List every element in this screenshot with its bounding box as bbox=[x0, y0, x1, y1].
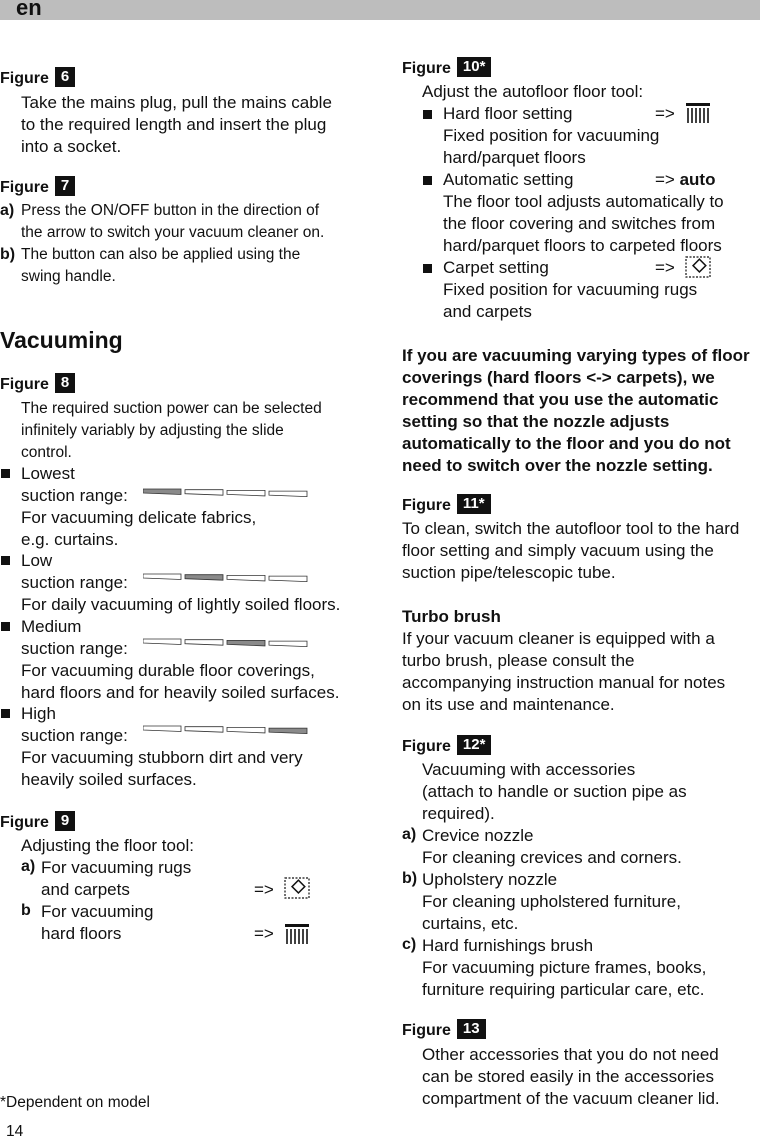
arrow: => bbox=[655, 258, 675, 277]
bullet-square bbox=[423, 110, 432, 119]
slider-segment bbox=[185, 727, 223, 733]
suction-level-medium: Medium suction range: For vacuuming durable floor coverings, hard floors and for heavily soiled surfaces. bbox=[21, 617, 340, 702]
slider-segment bbox=[185, 640, 223, 646]
arrow: => bbox=[655, 104, 675, 123]
figure-12-label: Figure 12* bbox=[402, 735, 491, 756]
turbo-brush-title: Turbo brush bbox=[402, 607, 501, 626]
hard-furnishings-brush-item: Hard furnishings brush For vacuuming picture frames, books, furniture requiring particular care, etc. bbox=[422, 936, 707, 999]
figure-9-option-a: For vacuuming rugs and carpets bbox=[41, 858, 192, 899]
arrow: => bbox=[254, 924, 274, 943]
slider-segment-active bbox=[227, 640, 265, 646]
figure-13-label: Figure 13 bbox=[402, 1019, 486, 1040]
figure-10-intro: Adjust the autofloor floor tool: bbox=[422, 82, 644, 101]
figure-11-label: Figure 11* bbox=[402, 494, 491, 515]
suction-level-lowest: Lowest suction range: For vacuuming delicate fabrics, e.g. curtains. bbox=[21, 464, 257, 549]
bullet-square bbox=[423, 176, 432, 185]
figure-8-label: Figure 8 bbox=[0, 373, 75, 394]
arrow: => bbox=[254, 880, 274, 899]
figure-11-text: To clean, switch the autofloor tool to the hard floor setting and simply vacuum using the suction pipe/telescopic tube. bbox=[402, 519, 740, 582]
slider-segment bbox=[269, 491, 307, 497]
upholstery-nozzle-item: Upholstery nozzle For cleaning upholstered furniture, curtains, etc. bbox=[422, 870, 681, 933]
slider-segment bbox=[269, 641, 307, 647]
auto-value: auto bbox=[679, 170, 716, 189]
bullet-square bbox=[1, 709, 10, 718]
carpet-setting-icon bbox=[284, 877, 310, 899]
arrow: => auto bbox=[655, 170, 716, 189]
figure-number-badge: 9 bbox=[55, 811, 75, 831]
step-marker: b bbox=[21, 902, 31, 919]
slider-segment bbox=[143, 639, 181, 645]
figure-6-label: Figure 6 bbox=[0, 67, 75, 88]
turbo-brush-text: If your vacuum cleaner is equipped with a turbo brush, please consult the accompanying instruction manual for notes on its use and maintenance. bbox=[402, 629, 726, 714]
language-header-bar bbox=[0, 0, 760, 20]
step-marker: c) bbox=[402, 936, 417, 953]
slider-segment bbox=[227, 490, 265, 496]
bullet-square bbox=[1, 622, 10, 631]
figure-9-label: Figure 9 bbox=[0, 811, 75, 832]
slider-segment bbox=[185, 490, 223, 496]
bullet-square bbox=[1, 556, 10, 565]
figure-number-badge: 12* bbox=[457, 735, 492, 755]
figure-8-intro: The required suction power can be selected infinitely variably by adjusting the slide control. bbox=[21, 400, 322, 461]
figure-7-step-b: The button can also be applied using the swing handle. bbox=[21, 246, 301, 285]
step-marker: b) bbox=[402, 870, 418, 887]
automatic-setting-item: Automatic setting The floor tool adjusts automatically to the floor covering and switches from hard/parquet floors to carpeted floors bbox=[443, 170, 724, 255]
step-marker: a) bbox=[0, 202, 15, 219]
language-code: en bbox=[16, 0, 42, 20]
bullet-square bbox=[1, 469, 10, 478]
suction-level-high: High suction range: For vacuuming stubborn dirt and very heavily soiled surfaces. bbox=[21, 704, 303, 789]
step-marker: b) bbox=[0, 246, 16, 263]
slider-segment bbox=[227, 575, 265, 581]
figure-number-badge: 6 bbox=[55, 67, 75, 87]
figure-10-label: Figure 10* bbox=[402, 57, 491, 78]
slider-segment-active bbox=[185, 575, 223, 581]
slider-segment bbox=[269, 576, 307, 582]
hard-floor-setting-icon bbox=[685, 102, 711, 124]
suction-level-low: Low suction range: For daily vacuuming of lightly soiled floors. bbox=[21, 551, 341, 614]
carpet-setting-item: Carpet setting Fixed position for vacuuming rugs and carpets bbox=[443, 258, 698, 321]
recommendation-note: If you are vacuuming varying types of floor coverings (hard floors <-> carpets), we recommend that you use the automatic setting so that the nozzle adjusts automatically to the floor and you do not need to switch over the nozzle setting. bbox=[402, 346, 750, 475]
figure-number-badge: 8 bbox=[55, 373, 75, 393]
figure-7-label: Figure 7 bbox=[0, 176, 75, 197]
suction-slider-indicator bbox=[143, 488, 313, 498]
figure-number-badge: 7 bbox=[55, 176, 75, 196]
figure-12-intro: Vacuuming with accessories (attach to handle or suction pipe as required). bbox=[422, 760, 687, 823]
figure-7-step-a: Press the ON/OFF button in the direction of the arrow to switch your vacuum cleaner on. bbox=[21, 202, 325, 241]
hard-floor-setting-icon bbox=[284, 923, 310, 945]
slider-segment-active bbox=[143, 489, 181, 495]
slider-segment bbox=[227, 727, 265, 733]
step-marker: a) bbox=[402, 826, 417, 843]
bullet-square bbox=[423, 264, 432, 273]
suction-slider-indicator bbox=[143, 573, 313, 583]
crevice-nozzle-item: Crevice nozzle For cleaning crevices and corners. bbox=[422, 826, 682, 867]
figure-number-badge: 11* bbox=[457, 494, 491, 514]
figure-13-text: Other accessories that you do not need can be stored easily in the accessories compartment of the vacuum cleaner lid. bbox=[422, 1045, 720, 1108]
footnote: *Dependent on model bbox=[0, 1094, 150, 1111]
page-number: 14 bbox=[6, 1123, 24, 1140]
suction-slider-indicator bbox=[143, 725, 313, 735]
step-marker: a) bbox=[21, 858, 36, 875]
slider-segment bbox=[143, 574, 181, 580]
slider-segment bbox=[143, 726, 181, 732]
slider-segment-active bbox=[269, 728, 307, 734]
hard-floor-setting-item: Hard floor setting Fixed position for vacuuming hard/parquet floors bbox=[443, 104, 660, 167]
figure-number-badge: 10* bbox=[457, 57, 492, 77]
figure-9-option-b: For vacuuming hard floors bbox=[41, 902, 154, 943]
figure-number-badge: 13 bbox=[457, 1019, 486, 1039]
suction-slider-indicator bbox=[143, 638, 313, 648]
figure-6-text: Take the mains plug, pull the mains cable to the required length and insert the plug into a socket. bbox=[21, 93, 332, 156]
figure-9-intro: Adjusting the floor tool: bbox=[21, 836, 194, 855]
carpet-setting-icon bbox=[685, 256, 711, 278]
section-heading: Vacuuming bbox=[0, 327, 123, 353]
